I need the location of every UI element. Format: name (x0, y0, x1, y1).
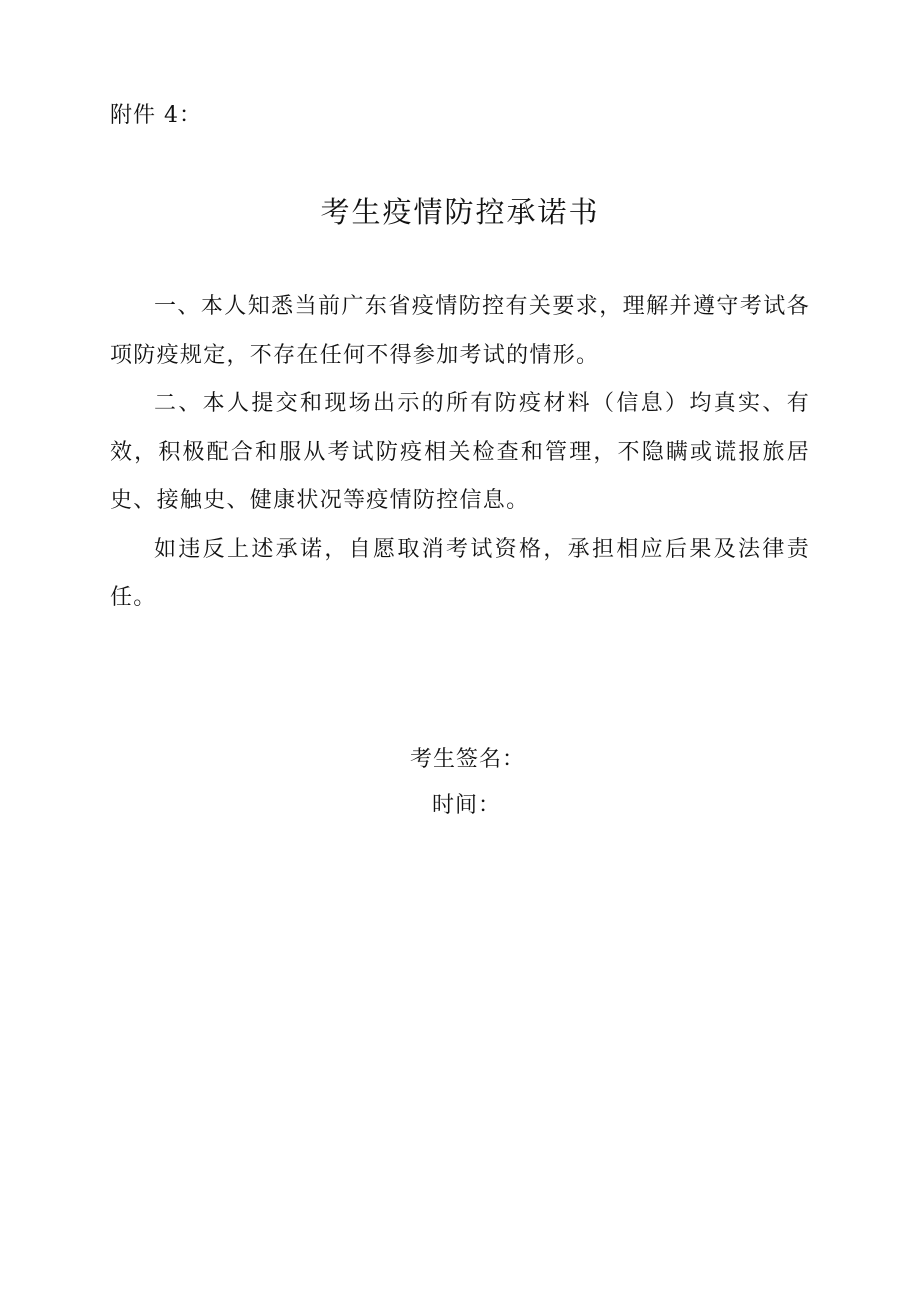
document-title: 考生疫情防控承诺书 (320, 195, 600, 229)
paragraph-commitment-one: 一、本人知悉当前广东省疫情防控有关要求，理解并遵守考试各项防疫规定，不存在任何不得参加考试的情形。 (110, 294, 810, 368)
document-body (110, 283, 810, 623)
signature-label: 考生签名： (410, 747, 526, 772)
paragraph-commitment-two: 二、本人提交和现场出示的所有防疫材料（信息）均真实、有效，积极配合和服从考试防疫相关检查和管理，不隐瞒或谎报旅居史、接触史、健康状况等疫情防控信息。 (110, 391, 810, 513)
attachment-label: 附件 4： (110, 103, 202, 128)
paragraph-violation-consequence: 如违反上述承诺，自愿取消考试资格，承担相应后果及法律责任。 (110, 536, 810, 610)
time-label: 时间： (432, 793, 502, 818)
